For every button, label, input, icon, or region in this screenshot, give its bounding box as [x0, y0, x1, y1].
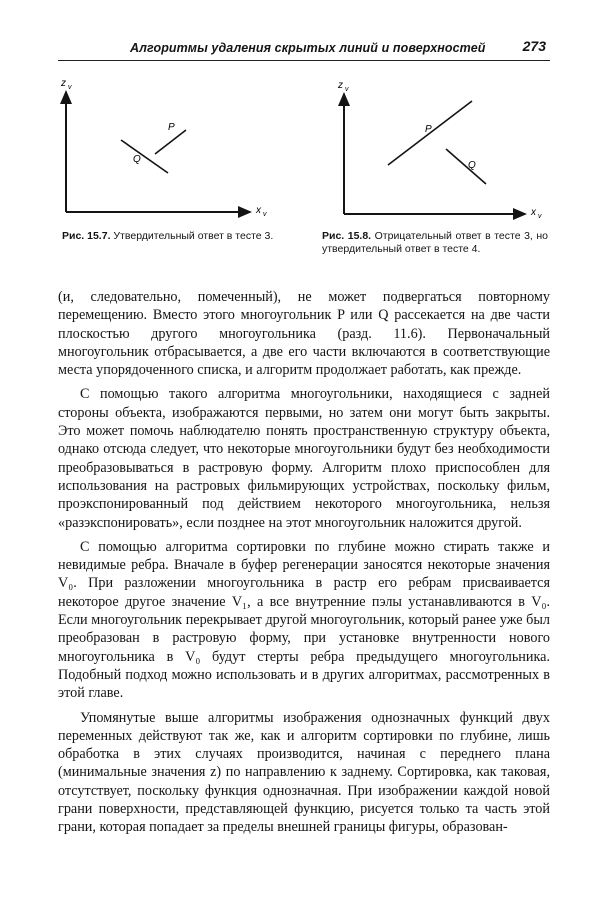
label-p: P: [168, 122, 175, 133]
z-axis-label: z: [61, 78, 66, 89]
figure-15-8-caption: [322, 230, 548, 256]
polygon-q-edge: [446, 149, 486, 184]
running-header: [58, 38, 550, 61]
x-axis-subscript: v: [538, 213, 542, 220]
figure-15-8: [332, 76, 557, 226]
caption-text: Утвердительный ответ в тесте 3.: [113, 230, 274, 242]
z-axis-label: z: [338, 80, 343, 91]
x-axis-label: x: [256, 205, 261, 216]
caption-number: Рис. 15.7.: [62, 230, 111, 242]
label-q: Q: [468, 160, 476, 171]
x-axis-label: x: [531, 207, 536, 218]
page-number: 273: [522, 38, 546, 54]
figure-15-7: [58, 72, 288, 222]
caption-number: Рис. 15.8.: [322, 230, 372, 242]
figure-15-7-caption: [62, 230, 282, 243]
paragraph-3: С помощью алгоритма сортировки по глубине можно стирать также и невидимые ребра. Вначале в буфер регенерации заносятся некоторые значения V₀. При разложении многоугольника в растр его ребрам присваивается некоторое другое значение V₁, а все внутренние пэлы устанавливаются в V₀. Если многоугольник перекрывает другой многоугольник, который ранее уже был преобразован в растровую форму, при установке внутренности нового многоугольника в V₀ будут стерты ребра предыдущего многоугольника. Подобный подход можно использовать и в других алгоритмах, рассмотренных в этой главе.: [58, 538, 550, 702]
polygon-q-edge: [121, 140, 168, 173]
paragraph-4: Упомянутые выше алгоритмы изображения однозначных функций двух переменных действуют так же, как и алгоритм сортировки по глубине, лишь обработка в этих случаях производится, начиная с переднего плана (минимальные значения z) по направлению к заднему. Сортировка, как таковая, отсутствует, поскольку функция однозначная. При изображении каждой новой грани поверхности, представляющей функцию, рисуется только та часть этой грани, которая попадает за пределы внешней границы фигуры, образован-: [58, 709, 550, 836]
polygon-p-edge: [155, 130, 186, 154]
z-axis-subscript: v: [68, 84, 72, 91]
caption-text: Отрицательный ответ в тесте 3, но утвердительный ответ в тесте 4.: [322, 230, 548, 255]
label-p: P: [425, 124, 432, 135]
label-q: Q: [133, 154, 141, 165]
x-axis-subscript: v: [263, 211, 267, 218]
z-axis-subscript: v: [345, 86, 349, 93]
header-title: Алгоритмы удаления скрытых линий и поверхностей: [130, 41, 486, 55]
paragraph-2: С помощью такого алгоритма многоугольники, находящиеся с задней стороны объекта, изображаются первыми, но затем они могут быть закрыты. Это может помочь наблюдателю понять пространственную структуру объекта, однако отсюда следует, что некоторые многоугольники будут без необходимости преобразовываться в растровую форму. Алгоритм плохо приспособлен для использования на растровых фильмирующих устройствах, поскольку фильм, проэкспонированный под действием некоторого многоугольника, нельзя «разэкспонировать», если позднее на этот многоугольник наложится другой.: [58, 386, 550, 531]
paragraph-1: (и, следовательно, помеченный), не может подвергаться повторному перемещению. Вместо этого многоугольник P или Q рассекается на две части плоскостью другого многоугольника (разд. 11.6). Первоначальный многоугольник отбрасывается, а две его части включаются в соответствующие места упорядоченного списка, и алгоритм продолжает работать, как прежде.: [58, 289, 550, 379]
body-text: [58, 288, 550, 837]
